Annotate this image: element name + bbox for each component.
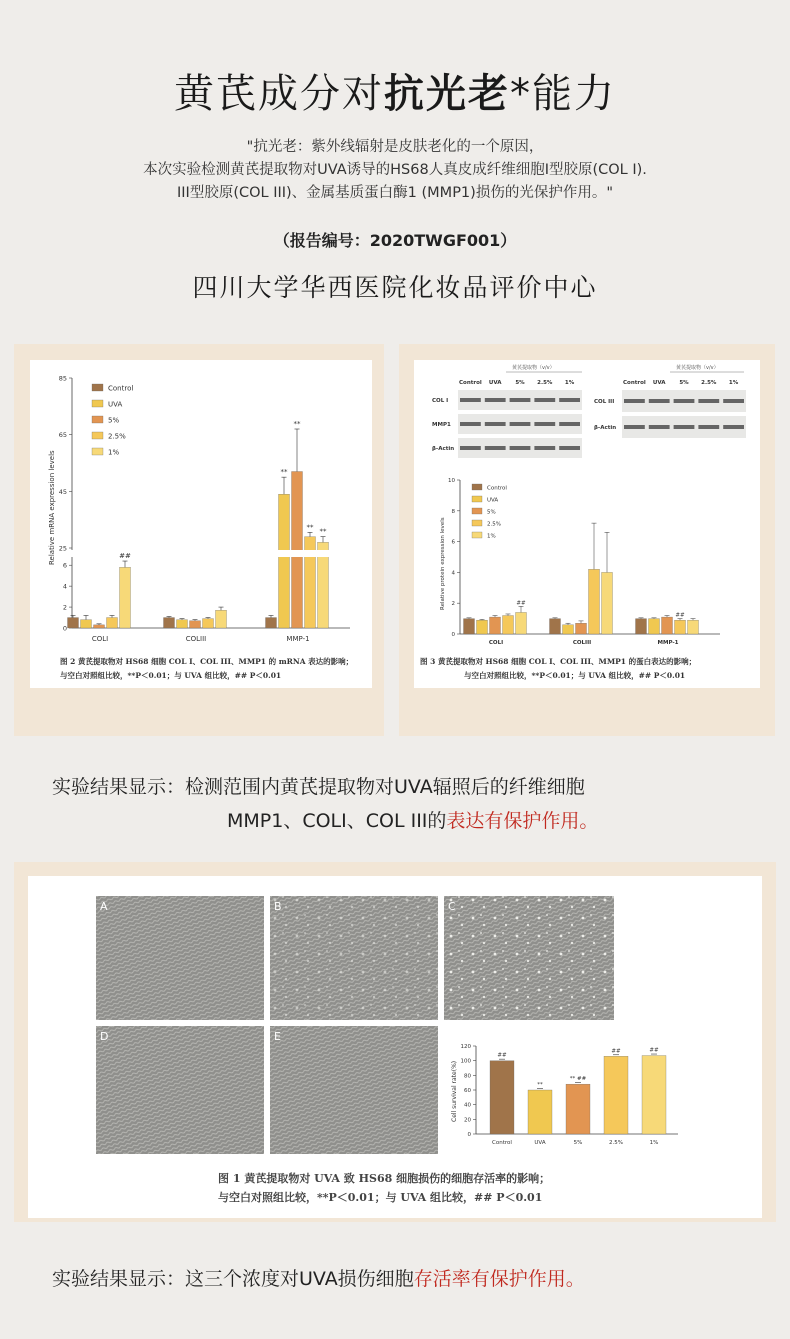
- fig3-y-axis-label: Relative protein expression levels: [440, 517, 446, 610]
- page-title: 黄芪成分对抗光老*能力: [174, 71, 616, 117]
- fig1-chart: [28, 876, 762, 1218]
- fig2-legend-label: 1%: [108, 448, 120, 457]
- fig1-y-tick-label: 60: [464, 1088, 471, 1094]
- fig1-bar: [490, 1061, 514, 1134]
- fig3-bar: [602, 572, 613, 634]
- blot-right-lane-label: Control: [623, 380, 646, 386]
- fig3-legend-swatch: [472, 508, 482, 514]
- fig2-figure: [30, 360, 372, 688]
- blot-left-band: [534, 422, 555, 426]
- blot-left-band: [460, 422, 481, 426]
- fig1-bar: [566, 1084, 590, 1134]
- fig2-chart: [30, 360, 372, 688]
- fig1-x-tick-label: UVA: [534, 1140, 546, 1146]
- fig3-legend-swatch: [472, 520, 482, 526]
- fig1-y-tick-label: 80: [464, 1073, 471, 1080]
- fig3-bar: [490, 617, 501, 634]
- fig1-x-tick-label: 2.5%: [609, 1140, 623, 1146]
- micrograph-cell-debris: [270, 896, 438, 1020]
- fig1-x-tick-label: 5%: [573, 1140, 583, 1146]
- fig3-legend-swatch: [472, 532, 482, 538]
- micrograph-label: C: [448, 900, 456, 913]
- fig3-y-tick-label: 6: [451, 539, 455, 546]
- fig2-x-tick-label: COLIII: [185, 635, 207, 643]
- fig3-annotation: ##: [675, 612, 685, 619]
- blot-right-row-label: β-Actin: [594, 425, 617, 431]
- fig1-annotation: ##: [611, 1048, 621, 1055]
- blot-right-band: [649, 425, 670, 429]
- fig3-x-tick-label: COLI: [488, 640, 504, 646]
- intro-quote: "抗光老：紫外线辐射是皮肤老化的一个原因， 本次实验检测黄芪提取物对UVA诱导的HS68人真皮成纤维细胞I型胶原(COL I). III型胶原(COL III)、金属基质蛋白酶1 (MMP1)损伤的光保护作用。": [143, 139, 647, 201]
- micrograph-label: D: [100, 1030, 109, 1043]
- fig2-annotation: ##: [119, 552, 131, 561]
- micrograph-label: A: [100, 900, 108, 913]
- fig3-annotation: ##: [516, 600, 526, 607]
- blot-right-row-label: COL III: [594, 399, 615, 405]
- blot-right-band: [624, 425, 645, 429]
- fig1-y-tick-label: 100: [460, 1058, 471, 1065]
- fig1-caption-line2: 与空白对照组比较，**P＜0.01；与 UVA 组比较，## P＜0.01: [218, 1191, 543, 1204]
- blot-left-band: [460, 398, 481, 402]
- result-2: 实验结果显示：这三个浓度对UVA损伤细胞存活率有保护作用。: [52, 1268, 585, 1290]
- blot-right-band: [723, 425, 744, 429]
- micrograph-a: [96, 896, 264, 1020]
- fig2-bar: [190, 621, 201, 628]
- blot-left-band: [510, 422, 531, 426]
- blot-left-band: [485, 446, 506, 450]
- fig3-y-tick-label: 4: [451, 570, 455, 577]
- blot-right-lane-label: 1%: [728, 380, 739, 386]
- fig3-bar: [503, 616, 514, 634]
- blot-left-band: [559, 446, 580, 450]
- fig2-x-tick-label: COLI: [91, 635, 109, 643]
- report-number: （报告编号：2020TWGF001）: [273, 231, 517, 250]
- blot-left-band: [510, 446, 531, 450]
- fig2-legend-swatch: [92, 432, 103, 439]
- micrograph-cell-debris: [444, 896, 614, 1020]
- organization-name: 四川大学华西医院化妆品评价中心: [192, 273, 598, 302]
- blot-right-lane-label: 2.5%: [701, 380, 717, 386]
- fig2-bar: [203, 619, 214, 628]
- blot-left-lane-label: 1%: [564, 380, 575, 386]
- fig3-legend-swatch: [472, 484, 482, 490]
- micrograph-label: B: [274, 900, 282, 913]
- fig3-y-tick-label: 8: [451, 508, 455, 515]
- fig2-legend-label: Control: [108, 384, 134, 393]
- fig2-bar: [107, 618, 118, 628]
- fig2-bar: [94, 625, 105, 628]
- blot-right-band: [624, 399, 645, 403]
- fig3-x-tick-label: COLIII: [572, 640, 592, 646]
- fig2-y-tick-label: 4: [62, 582, 67, 591]
- fig3-bar: [576, 623, 587, 634]
- fig1-figure: [28, 876, 762, 1218]
- fig2-bar: [81, 620, 92, 628]
- fig3-figure: [414, 360, 760, 688]
- fig3-legend-label: 2.5%: [487, 521, 501, 528]
- fig3-legend-label: 5%: [487, 509, 496, 516]
- blot-left-row-label: COL I: [432, 398, 449, 404]
- fig2-y-tick-label: 85: [58, 374, 67, 383]
- fig2-x-tick-label: MMP-1: [286, 635, 310, 643]
- fig3-y-tick-label: 10: [448, 478, 455, 484]
- fig3-bar: [649, 619, 660, 634]
- fig1-y-tick-label: 120: [460, 1044, 471, 1050]
- fig1-bar: [604, 1056, 628, 1134]
- fig2-axis-break: [68, 550, 348, 557]
- fig2-annotation: **: [293, 420, 301, 428]
- fig2-legend-swatch: [92, 400, 103, 407]
- result-1: 实验结果显示：检测范围内黄芪提取物对UVA辐照后的纤维细胞 MMP1、COLI、COL III的表达有保护作用。: [52, 776, 599, 832]
- blot-right-lane-label: UVA: [652, 380, 666, 386]
- blot-left-lane-label: 5%: [515, 380, 525, 386]
- fig3-chart: [414, 360, 760, 688]
- fig3-y-tick-label: 2: [451, 601, 455, 608]
- blot-right-band: [723, 399, 744, 403]
- fig3-y-tick-label: 0: [451, 632, 455, 638]
- fig2-legend-label: 5%: [108, 416, 120, 425]
- fig2-bar: [292, 472, 303, 629]
- blot-right-header: 黄芪提取物（v/v）: [676, 365, 719, 371]
- fig2-caption-line2: 与空白对照组比较，**P＜0.01；与 UVA 组比较，## P＜0.01: [60, 671, 282, 680]
- fig3-legend-label: Control: [487, 485, 507, 492]
- fig3-caption-line1: 图 3 黄芪提取物对 HS68 细胞 COL I、COL III、MMP1 的蛋白表达的影响；: [420, 657, 697, 666]
- blot-left-band: [510, 398, 531, 402]
- fig2-legend-label: 2.5%: [108, 432, 126, 441]
- blot-left-lane-label: 2.5%: [537, 380, 553, 386]
- fig2-y-tick-label: 45: [58, 487, 67, 496]
- fig2-y-axis-label: Relative mRNA expression levels: [48, 450, 56, 565]
- fig2-annotation: **: [306, 523, 314, 532]
- micrograph-e: [270, 1026, 438, 1154]
- fig3-legend-label: UVA: [487, 497, 499, 504]
- fig2-bar: [177, 620, 188, 628]
- fig3-bar: [675, 620, 686, 634]
- fig3-bar: [662, 617, 673, 634]
- blot-left-lane-label: UVA: [488, 380, 502, 386]
- blot-left-header: 黄芪提取物（v/v）: [512, 365, 555, 371]
- micrograph-d: [96, 1026, 264, 1154]
- fig3-bar: [563, 625, 574, 634]
- fig1-x-tick-label: Control: [492, 1140, 512, 1146]
- fig2-bar: [216, 610, 227, 628]
- fig2-bar: [68, 618, 79, 628]
- fig2-bar: [266, 618, 277, 628]
- blot-left-band: [485, 398, 506, 402]
- fig3-bar: [589, 569, 600, 634]
- fig2-legend-swatch: [92, 384, 103, 391]
- fig1-annotation: ##: [497, 1052, 507, 1059]
- fig3-caption-line2: 与空白对照组比较，**P＜0.01；与 UVA 组比较，## P＜0.01: [464, 671, 686, 680]
- fig2-legend-swatch: [92, 416, 103, 423]
- blot-right-band: [674, 425, 695, 429]
- fig2-legend-label: UVA: [108, 400, 123, 409]
- fig3-legend-label: 1%: [487, 533, 496, 540]
- fig1-bar: [642, 1056, 666, 1134]
- fig1-caption-line1: 图 1 黄芪提取物对 UVA 致 HS68 细胞损伤的细胞存活率的影响；: [218, 1172, 551, 1185]
- fig2-y-tick-label: 25: [58, 544, 67, 553]
- fig1-annotation: ##: [649, 1047, 659, 1054]
- fig3-bar: [550, 619, 561, 634]
- fig3-bar: [477, 620, 488, 634]
- fig3-x-tick-label: MMP-1: [657, 640, 679, 646]
- fig1-annotation: ** ##: [569, 1076, 587, 1083]
- blot-left-band: [559, 422, 580, 426]
- blot-right-lane-label: 5%: [679, 380, 689, 386]
- fig2-bar: [279, 494, 290, 628]
- fig1-y-tick-label: 0: [467, 1132, 471, 1138]
- fig2-y-tick-label: 2: [62, 603, 67, 612]
- fig2-annotation: **: [280, 468, 288, 477]
- fig3-legend-swatch: [472, 496, 482, 502]
- blot-left-band: [534, 398, 555, 402]
- blot-left-band: [559, 398, 580, 402]
- fig3-bar: [516, 612, 527, 634]
- micrograph-label: E: [274, 1030, 281, 1043]
- blot-left-row-label: MMP1: [432, 422, 451, 428]
- fig3-bar: [464, 619, 475, 634]
- blot-right-band: [698, 399, 719, 403]
- fig1-y-tick-label: 40: [464, 1102, 471, 1109]
- fig2-annotation: **: [319, 527, 327, 536]
- fig2-y-tick-label: 6: [62, 561, 67, 570]
- fig1-x-tick-label: 1%: [649, 1140, 659, 1146]
- blot-left-lane-label: Control: [459, 380, 482, 386]
- blot-left-row-label: β-Actin: [432, 446, 455, 452]
- fig1-y-tick-label: 20: [464, 1117, 471, 1124]
- fig3-bar: [688, 620, 699, 634]
- blot-left-band: [534, 446, 555, 450]
- fig3-bar: [636, 619, 647, 634]
- fig2-bar: [120, 567, 131, 628]
- blot-right-band: [649, 399, 670, 403]
- fig1-annotation: **: [537, 1082, 543, 1088]
- blot-left-band: [460, 446, 481, 450]
- fig2-y-tick-label: 65: [58, 431, 67, 440]
- blot-right-band: [674, 399, 695, 403]
- fig2-legend-swatch: [92, 448, 103, 455]
- fig2-y-tick-label: 0: [62, 624, 67, 633]
- fig2-bar: [164, 618, 175, 628]
- fig1-y-axis-label: Cell survival rate(%): [451, 1060, 458, 1122]
- blot-right-band: [698, 425, 719, 429]
- fig1-bar: [528, 1090, 552, 1134]
- blot-left-band: [485, 422, 506, 426]
- fig2-caption-line1: 图 2 黄芪提取物对 HS68 细胞 COL I、COL III、MMP1 的 mRNA 表达的影响；: [60, 657, 354, 666]
